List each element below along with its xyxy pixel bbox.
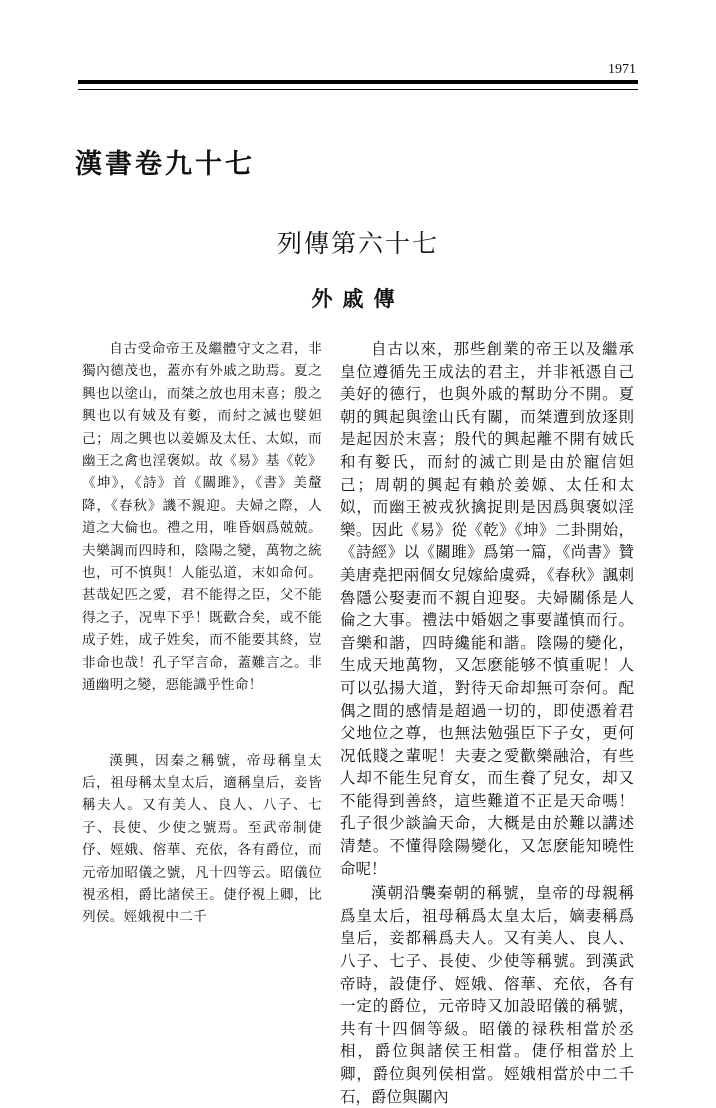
section-title: 外戚傳 xyxy=(311,287,405,311)
modern-paragraph: 自古以來，那些創業的帝王以及繼承皇位遵循先王成法的君主，并非衹憑自己美好的德行，也與外戚的幫助分不開。夏朝的興起與塗山氏有關，而桀遭到放逐則是起因於末喜；殷代的興起離不開有娀氏和有㜪氏，而紂的滅亡則是由於寵信妲己；周朝的興起有賴於姜嫄、太任和太姒，而幽王被戎狄擒捉則是因爲與褒姒淫樂。因此《易》從《乾》《坤》二卦開始，《詩經》以《關雎》爲第一篇，《尚書》贊美唐堯把兩個女兒嫁給虞舜，《春秋》諷刺魯隱公娶妻而不親自迎娶。夫婦關係是人倫之大事。禮法中婚姻之事要謹慎而行。音樂和諧，四時纔能和諧。陰陽的變化，生成天地萬物，又怎麽能够不慎重呢！人可以弘揚大道，對待天命却無可奈何。配偶之間的感情是超過一切的，即使憑着君父地位之尊，也無法勉强臣下子女，更何况低賤之輩呢！夫妻之愛歡樂融洽，有些人却不能生兒育女，而生養了兒女，却又不能得到善終，這些難道不正是天命嗎！孔子很少談論天命，大概是由於難以講述清楚。不懂得陰陽變化，又怎麽能知曉性命呢！ xyxy=(340,340,634,878)
header-rule-thin xyxy=(78,89,638,90)
volume-title: 漢書卷九十七 xyxy=(75,149,255,180)
modern-paragraph: 漢朝沿襲秦朝的稱號，皇帝的母親稱爲皇太后，祖母稱爲太皇太后，嫡妻稱爲皇后，妾都稱爲夫人。又有美人、良人、八子、七子、長使、少使等稱號。到漢武帝時，設倢伃、娙娥、傛華、充依，各有一定的爵位，元帝時又加設昭儀的稱號，共有十四個等級。昭儀的禄秩相當於丞相，爵位與諸侯王相當。倢伃相當於上卿，爵位與列侯相當。娙娥相當於中二千石，爵位與關內 xyxy=(340,884,634,1106)
header-rule-thick xyxy=(78,80,638,84)
classical-text-column xyxy=(82,338,322,929)
modern-translation-column xyxy=(340,338,634,1108)
chapter-title: 列傳第六十七 xyxy=(276,229,439,258)
classical-paragraph: 漢興，因秦之稱號，帝母稱皇太后，祖母稱太皇太后，適稱皇后，妾皆稱夫人。又有美人、良人、八子、七子、長使、少使之號焉。至武帝制倢伃、娙娥、傛華、充依，各有爵位，而元帝加昭儀之號，凡十四等云。昭儀位視丞相，爵比諸侯王。倢伃視上卿，比列侯。娙娥視中二千 xyxy=(82,752,322,926)
classical-paragraph: 自古受命帝王及繼體守文之君，非獨內德茂也，蓋亦有外戚之助焉。夏之興也以塗山，而桀之放也用末喜；殷之興也以有娀及有㜪，而紂之滅也嬖妲己；周之興也以姜嫄及太任、太姒，而幽王之禽也淫褒姒。故《易》基《乾》《坤》，《詩》首《關雎》，《書》美釐降，《春秋》譏不親迎。夫婦之際，人道之大倫也。禮之用，唯昏姻爲兢兢。夫樂調而四時和，陰陽之變，萬物之統也，可不慎與！人能弘道，末如命何。甚哉妃匹之愛，君不能得之臣，父不能得之子，况卑下乎！既歡合矣，或不能成子姓，成子姓矣，而不能要其終，豈非命也哉！孔子罕言命，蓋難言之。非通幽明之變，惡能識乎性命！ xyxy=(82,341,322,694)
page-number: 1971 xyxy=(608,62,636,77)
